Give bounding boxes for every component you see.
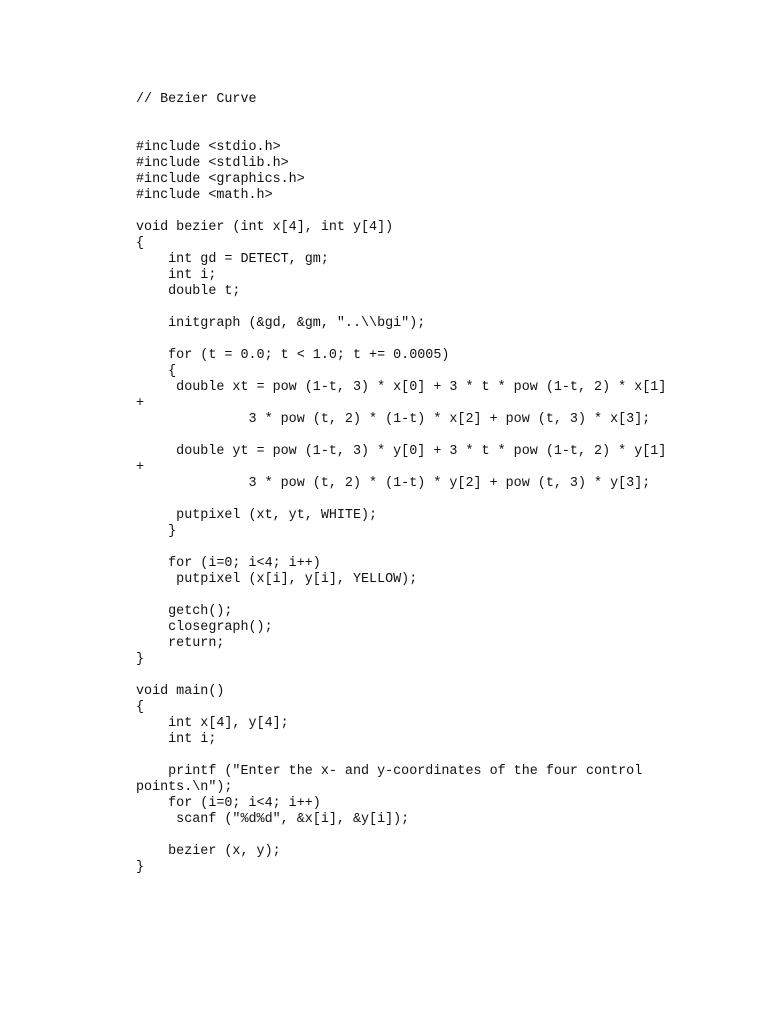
code-line: int i; xyxy=(136,732,217,747)
code-line: } xyxy=(136,524,177,539)
code-line: // Bezier Curve xyxy=(136,92,257,107)
code-line: } xyxy=(136,652,145,667)
code-line xyxy=(136,492,736,508)
code-line: double xt = pow (1-t, 3) * x[0] + 3 * t * pow (1-t, 2) * x[1] xyxy=(136,380,667,395)
code-line: int x[4], y[4]; xyxy=(136,716,289,731)
code-line xyxy=(136,108,736,124)
code-line: #include <stdlib.h> xyxy=(136,156,289,171)
code-line: putpixel (xt, yt, WHITE); xyxy=(136,508,378,523)
code-line xyxy=(136,332,736,348)
code-line: closegraph(); xyxy=(136,620,273,635)
code-line xyxy=(136,588,736,604)
code-listing xyxy=(136,92,736,876)
code-line: 3 * pow (t, 2) * (1-t) * x[2] + pow (t, 3) * x[3]; xyxy=(136,412,651,427)
code-line: void main() xyxy=(136,684,225,699)
code-line: { xyxy=(136,236,145,251)
code-line: int i; xyxy=(136,268,217,283)
code-line xyxy=(136,428,736,444)
code-line: void bezier (int x[4], int y[4]) xyxy=(136,220,394,235)
code-line: for (t = 0.0; t < 1.0; t += 0.0005) xyxy=(136,348,450,363)
code-line: points.\n"); xyxy=(136,780,233,795)
code-line xyxy=(136,668,736,684)
code-line: #include <graphics.h> xyxy=(136,172,305,187)
code-line: #include <math.h> xyxy=(136,188,273,203)
code-line: int gd = DETECT, gm; xyxy=(136,252,329,267)
code-line: + xyxy=(136,396,145,411)
code-line: for (i=0; i<4; i++) xyxy=(136,556,321,571)
code-line: + xyxy=(136,460,145,475)
code-line: #include <stdio.h> xyxy=(136,140,281,155)
code-line: } xyxy=(136,860,145,875)
code-line: 3 * pow (t, 2) * (1-t) * y[2] + pow (t, 3) * y[3]; xyxy=(136,476,651,491)
code-line: putpixel (x[i], y[i], YELLOW); xyxy=(136,572,418,587)
code-line: getch(); xyxy=(136,604,233,619)
code-line: return; xyxy=(136,636,225,651)
code-line: double yt = pow (1-t, 3) * y[0] + 3 * t * pow (1-t, 2) * y[1] xyxy=(136,444,667,459)
code-line: double t; xyxy=(136,284,241,299)
code-line: initgraph (&gd, &gm, "..\\bgi"); xyxy=(136,316,426,331)
code-line xyxy=(136,540,736,556)
code-line: bezier (x, y); xyxy=(136,844,281,859)
code-line xyxy=(136,204,736,220)
code-line: for (i=0; i<4; i++) xyxy=(136,796,321,811)
code-line: scanf ("%d%d", &x[i], &y[i]); xyxy=(136,812,410,827)
code-line: { xyxy=(136,700,145,715)
code-line xyxy=(136,124,736,140)
code-line: { xyxy=(136,364,177,379)
code-line: printf ("Enter the x- and y-coordinates of the four control xyxy=(136,764,643,779)
code-line xyxy=(136,300,736,316)
code-line xyxy=(136,748,736,764)
code-line xyxy=(136,828,736,844)
